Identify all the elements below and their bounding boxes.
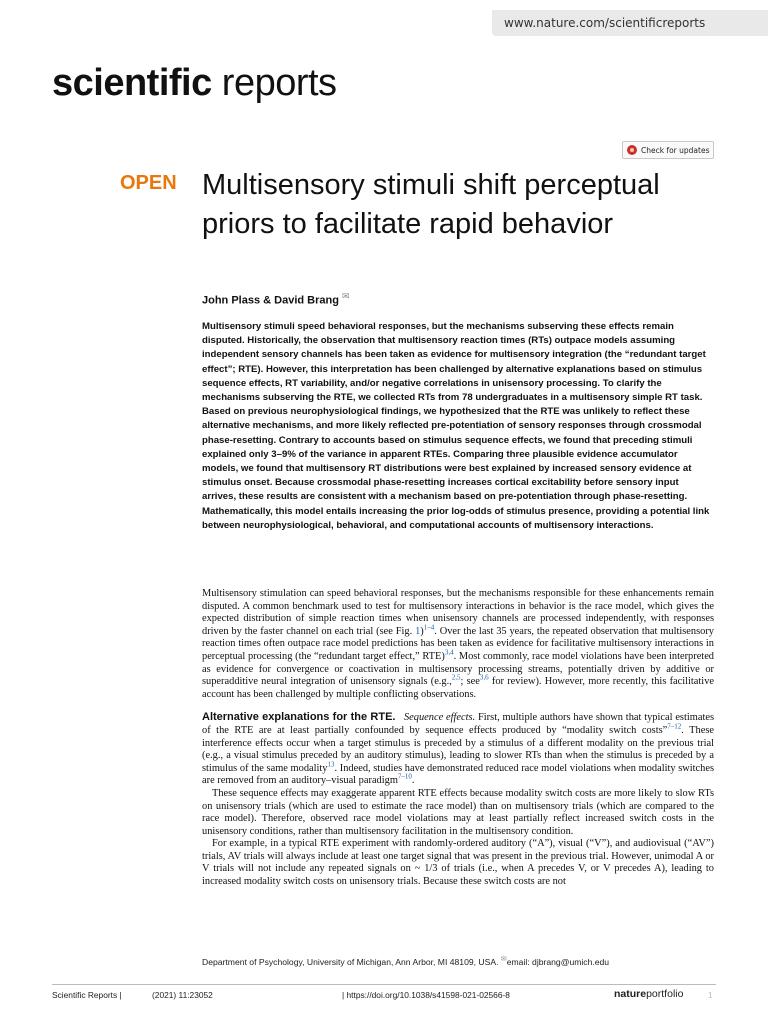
footer-journal: Scientific Reports |: [52, 990, 122, 1000]
open-access-label: OPEN: [120, 172, 177, 194]
page-footer: [52, 990, 716, 1004]
author-list: [202, 291, 350, 307]
text-run: . Over the last 35 years, the repeated observation that multisensory reaction times often outpace race model predictions has been taken as evidence for facilitative multisensory interactions in perceptual processing (the “redundant target effect,” RTE): [202, 625, 714, 662]
footer-divider: [52, 984, 716, 985]
journal-logo-bold: scientific: [52, 62, 212, 104]
check-for-updates-label: Check for updates: [641, 145, 710, 155]
text-run: Multisensory stimulation can speed behavioral responses, but the mechanisms responsible for these enhancements remain disputed. A common benchmark used to test for multisensory interactions in behavior is the race model, which gives the expected distribution of simple reaction times when unisensory channels are processed independently, with responses driven by the faster channel on each trial (see Fig.: [202, 588, 714, 637]
text-run: .: [411, 775, 415, 787]
text-run: ; see: [460, 676, 480, 688]
body-paragraph: These sequence effects may exaggerate apparent RTE effects because modality switch costs are more likely to slow RTs on unisensory trials (which are used to estimate the race model) than on multisensory trials (which are compared to the race model). Therefore, observed race model violations may at least partially reflect increased switch costs in the unisensory conditions, rather than multisensory facilitation in the multisensory condition.: [202, 787, 714, 837]
publisher-logo: [614, 988, 683, 1000]
journal-url[interactable]: www.nature.com/scientificreports: [492, 10, 768, 36]
crossmark-icon: [627, 145, 637, 155]
publisher-logo-bold: nature: [614, 988, 647, 1000]
text-run: . Indeed, studies have demonstrated reduced race model violations when modality switches are removed from an auditory–visual paradigm: [202, 762, 714, 787]
text-run: . These interference effects occur when a target stimulus is preceded by a stimulus of a different modality on the previous trial (e.g., a visual stimulus preceded by an auditory stimulus), leading to slower RTs than when the stimulus is preceded by a stimulus of the same modality: [202, 724, 714, 774]
reference-link[interactable]: 2,5: [451, 673, 461, 682]
reference-link[interactable]: 7–10: [397, 772, 412, 781]
affiliation-text: Department of Psychology, University of Michigan, Ann Arbor, MI 48109, USA.: [202, 956, 501, 967]
reference-link[interactable]: 13: [327, 760, 335, 769]
publisher-logo-light: portfolio: [646, 988, 684, 1000]
text-run: . Most commonly, race model violations have been interpreted as evidence for convergence or coactivation in multisensory processing streams, potentially driven by additive or superadditive neural integration of unisensory signals (e.g.,: [202, 650, 715, 688]
reference-link[interactable]: 7–12: [667, 722, 682, 731]
article-title: Multisensory stimuli shift perceptual priors to facilitate rapid behavior: [202, 169, 660, 240]
check-for-updates-button[interactable]: [622, 141, 714, 159]
reference-link[interactable]: 3,4: [444, 648, 454, 657]
text-run: First, multiple authors have shown that typical estimates of the RTE are at least partially confounded by sequence effects produced by “modality switch costs”: [202, 712, 714, 736]
text-run: ): [420, 625, 424, 637]
subsection-heading: Sequence effects.: [403, 712, 476, 724]
article-body: [202, 588, 714, 889]
footer-doi-link[interactable]: | https://doi.org/10.1038/s41598-021-02566-8: [342, 990, 510, 1000]
page-number: 1: [708, 990, 713, 1000]
reference-link[interactable]: 1–4: [423, 623, 435, 632]
mail-icon: ✉: [500, 956, 507, 963]
affiliation: [202, 955, 609, 967]
section-heading: Alternative explanations for the RTE.: [202, 711, 396, 724]
text-run: for review). However, more recently, this facilitative account has been challenged by multiple conflicting observations.: [202, 676, 714, 700]
journal-logo: [52, 62, 337, 105]
abstract: Multisensory stimuli speed behavioral responses, but the mechanisms subserving these effects remain disputed. Historically, the observation that multisensory reaction times (RTs) outpace models assuming independent sensory channels has been taken as evidence for multisensory integration (the “redundant target effect”; RTE). However, this interpretation has been challenged by alternative explanations based on stimulus sequence effects, RT variability, and/or negative correlations in unisensory processing. To clarify the mechanisms subserving the RTE, we collected RTs from 78 undergraduates in a multisensory simple RT task. Based on previous neurophysiological findings, we hypothesized that the RTE was unlikely to reflect these alternative mechanisms, and more likely reflected pre-potentiation of sensory responses through crossmodal phase-resetting. Contrary to accounts based on stimulus sequence effects, we found that preceding stimuli explained only 3–9% of the variance in apparent RTEs. Comparing three plausible evidence accumulator models, we found that multisensory RT distributions were best explained by increased sensory evidence at stimulus onset. Because crossmodal phase-resetting increases cortical excitability before sensory input arrives, these results are consistent with a mechanism based on pre-potentiation through phase-resetting. Mathematically, this model entails increasing the prior log-odds of stimulus presence, providing a potential link between neurophysiological, behavioral, and computational accounts of multisensory interactions.: [202, 321, 710, 531]
footer-citation: (2021) 11:23052: [152, 990, 213, 1000]
mail-icon[interactable]: ✉: [342, 291, 350, 301]
intro-paragraph: [202, 588, 714, 701]
sequence-effects-paragraph: [202, 711, 714, 788]
journal-logo-light: reports: [211, 62, 337, 104]
author-email[interactable]: email: djbrang@umich.edu: [506, 956, 610, 967]
reference-link[interactable]: 3,6: [479, 673, 489, 682]
figure-link[interactable]: 1: [415, 625, 421, 637]
authors-text: John Plass & David Brang: [202, 294, 339, 307]
body-paragraph: For example, in a typical RTE experiment with randomly-ordered auditory (“A”), visual (“V”), and audiovisual (“AV”) trials, AV trials will always include at least one target signal that was present in the previous trial. However, unimodal A or V trials will not include any repeated signals on ~ 1/3 of trials (i.e., when A precedes V, or V precedes A), leading to increased modality switch costs on unisensory trials. Because these switch costs are not: [202, 838, 714, 888]
